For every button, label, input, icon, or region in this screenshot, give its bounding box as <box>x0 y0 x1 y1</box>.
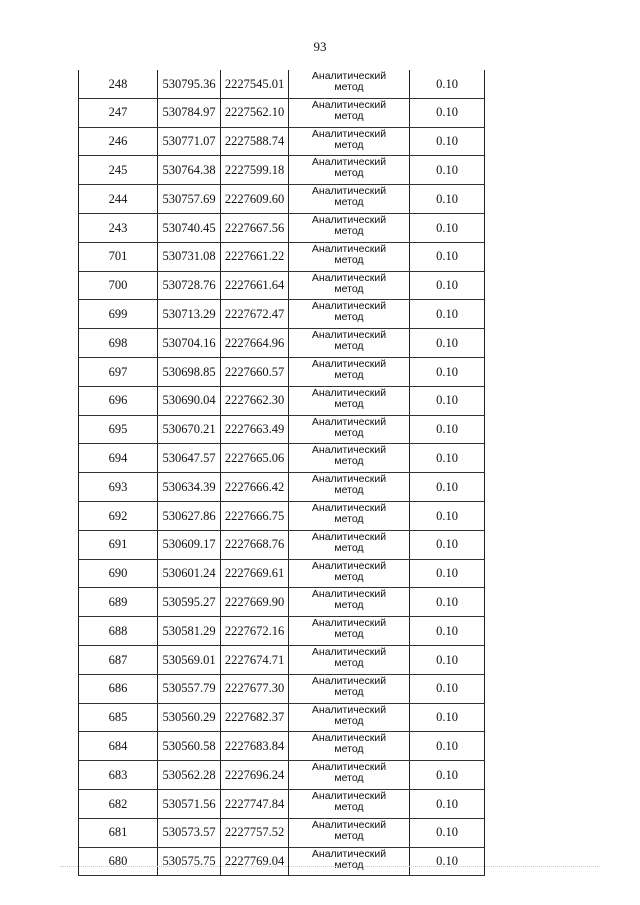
method-line-1: Аналитический <box>311 329 387 342</box>
y-coordinate-cell: 2227599.18 <box>221 156 289 185</box>
x-coordinate-cell: 530571.56 <box>158 789 221 818</box>
y-coordinate-cell: 2227666.75 <box>221 501 289 530</box>
point-number-cell: 248 <box>79 70 158 98</box>
accuracy-cell: 0.10 <box>410 732 485 761</box>
method-line-1: Аналитический <box>311 761 387 774</box>
point-number-cell: 687 <box>79 645 158 674</box>
table-row <box>79 127 485 156</box>
y-coordinate-cell: 2227668.76 <box>221 530 289 559</box>
method-line-2: метод <box>334 656 364 669</box>
accuracy-cell: 0.10 <box>410 818 485 847</box>
x-coordinate-cell: 530573.57 <box>158 818 221 847</box>
x-coordinate-cell: 530557.79 <box>158 674 221 703</box>
coordinates-table-body <box>79 70 485 876</box>
method-cell <box>289 156 410 185</box>
table-row <box>79 242 485 271</box>
table-row <box>79 185 485 214</box>
x-coordinate-cell: 530757.69 <box>158 185 221 214</box>
point-number-cell: 681 <box>79 818 158 847</box>
point-number-cell: 701 <box>79 242 158 271</box>
method-line-2: метод <box>334 167 364 180</box>
method-line-2: метод <box>334 368 364 381</box>
y-coordinate-cell: 2227669.61 <box>221 559 289 588</box>
table-row <box>79 761 485 790</box>
point-number-cell: 685 <box>79 703 158 732</box>
method-line-1: Аналитический <box>311 242 387 255</box>
y-coordinate-cell: 2227545.01 <box>221 70 289 98</box>
method-line-2: метод <box>334 81 364 93</box>
method-cell <box>289 271 410 300</box>
method-line-1: Аналитический <box>311 156 387 169</box>
point-number-cell: 684 <box>79 732 158 761</box>
accuracy-cell: 0.10 <box>410 501 485 530</box>
y-coordinate-cell: 2227663.49 <box>221 415 289 444</box>
method-line-1: Аналитический <box>311 847 387 860</box>
table-row <box>79 588 485 617</box>
accuracy-cell: 0.10 <box>410 300 485 329</box>
point-number-cell: 680 <box>79 847 158 876</box>
method-line-2: метод <box>334 138 364 151</box>
point-number-cell: 688 <box>79 617 158 646</box>
accuracy-cell: 0.10 <box>410 329 485 358</box>
method-cell <box>289 818 410 847</box>
table-row <box>79 530 485 559</box>
method-line-1: Аналитический <box>311 818 387 831</box>
method-line-2: метод <box>334 599 364 612</box>
method-cell <box>289 185 410 214</box>
y-coordinate-cell: 2227677.30 <box>221 674 289 703</box>
y-coordinate-cell: 2227662.30 <box>221 386 289 415</box>
method-cell <box>289 789 410 818</box>
accuracy-cell: 0.10 <box>410 185 485 214</box>
point-number-cell: 697 <box>79 357 158 386</box>
y-coordinate-cell: 2227669.90 <box>221 588 289 617</box>
point-number-cell: 683 <box>79 761 158 790</box>
method-cell <box>289 847 410 876</box>
method-line-1: Аналитический <box>311 501 387 514</box>
point-number-cell: 243 <box>79 213 158 242</box>
method-line-2: метод <box>334 109 364 122</box>
accuracy-cell: 0.10 <box>410 473 485 502</box>
method-line-1: Аналитический <box>311 70 387 82</box>
point-number-cell: 686 <box>79 674 158 703</box>
y-coordinate-cell: 2227682.37 <box>221 703 289 732</box>
x-coordinate-cell: 530713.29 <box>158 300 221 329</box>
method-line-1: Аналитический <box>311 386 387 399</box>
table-row <box>79 70 485 98</box>
x-coordinate-cell: 530704.16 <box>158 329 221 358</box>
x-coordinate-cell: 530764.38 <box>158 156 221 185</box>
point-number-cell: 696 <box>79 386 158 415</box>
table-row <box>79 789 485 818</box>
table-row <box>79 300 485 329</box>
table-row <box>79 415 485 444</box>
method-line-1: Аналитический <box>311 588 387 601</box>
method-cell <box>289 213 410 242</box>
table-row <box>79 703 485 732</box>
x-coordinate-cell: 530595.27 <box>158 588 221 617</box>
accuracy-cell: 0.10 <box>410 242 485 271</box>
method-line-1: Аналитический <box>311 357 387 370</box>
y-coordinate-cell: 2227667.56 <box>221 213 289 242</box>
method-cell <box>289 242 410 271</box>
accuracy-cell: 0.10 <box>410 70 485 98</box>
method-line-2: метод <box>334 196 364 209</box>
x-coordinate-cell: 530670.21 <box>158 415 221 444</box>
method-cell <box>289 300 410 329</box>
point-number-cell: 689 <box>79 588 158 617</box>
method-line-2: метод <box>334 714 364 727</box>
method-cell <box>289 617 410 646</box>
method-line-2: метод <box>334 282 364 295</box>
point-number-cell: 692 <box>79 501 158 530</box>
method-line-1: Аналитический <box>311 789 387 802</box>
point-number-cell: 247 <box>79 98 158 127</box>
method-cell <box>289 357 410 386</box>
method-cell <box>289 415 410 444</box>
method-cell <box>289 329 410 358</box>
x-coordinate-cell: 530627.86 <box>158 501 221 530</box>
accuracy-cell: 0.10 <box>410 588 485 617</box>
method-cell <box>289 127 410 156</box>
method-cell <box>289 645 410 674</box>
method-cell <box>289 444 410 473</box>
accuracy-cell: 0.10 <box>410 530 485 559</box>
method-cell <box>289 98 410 127</box>
table-row <box>79 386 485 415</box>
y-coordinate-cell: 2227665.06 <box>221 444 289 473</box>
point-number-cell: 690 <box>79 559 158 588</box>
method-cell <box>289 732 410 761</box>
y-coordinate-cell: 2227609.60 <box>221 185 289 214</box>
method-line-1: Аналитический <box>311 530 387 543</box>
method-line-1: Аналитический <box>311 559 387 572</box>
x-coordinate-cell: 530647.57 <box>158 444 221 473</box>
method-line-1: Аналитический <box>311 617 387 630</box>
method-line-2: метод <box>334 484 364 497</box>
table-row <box>79 645 485 674</box>
method-line-1: Аналитический <box>311 732 387 745</box>
point-number-cell: 244 <box>79 185 158 214</box>
method-line-1: Аналитический <box>311 473 387 486</box>
y-coordinate-cell: 2227664.96 <box>221 329 289 358</box>
method-cell <box>289 703 410 732</box>
method-cell <box>289 530 410 559</box>
point-number-cell: 246 <box>79 127 158 156</box>
method-cell <box>289 473 410 502</box>
table-row <box>79 818 485 847</box>
method-cell <box>289 501 410 530</box>
y-coordinate-cell: 2227747.84 <box>221 789 289 818</box>
table-row <box>79 329 485 358</box>
method-line-1: Аналитический <box>311 300 387 313</box>
method-line-2: метод <box>334 772 364 785</box>
method-line-2: метод <box>334 253 364 266</box>
table-row <box>79 473 485 502</box>
accuracy-cell: 0.10 <box>410 357 485 386</box>
table-row <box>79 98 485 127</box>
method-line-2: метод <box>334 743 364 756</box>
accuracy-cell: 0.10 <box>410 674 485 703</box>
x-coordinate-cell: 530634.39 <box>158 473 221 502</box>
x-coordinate-cell: 530728.76 <box>158 271 221 300</box>
method-line-1: Аналитический <box>311 271 387 284</box>
method-cell <box>289 761 410 790</box>
accuracy-cell: 0.10 <box>410 645 485 674</box>
method-line-2: метод <box>334 800 364 813</box>
method-line-1: Аналитический <box>311 444 387 457</box>
method-line-2: метод <box>334 512 364 525</box>
point-number-cell: 682 <box>79 789 158 818</box>
x-coordinate-cell: 530560.29 <box>158 703 221 732</box>
method-line-2: метод <box>334 829 364 842</box>
table-row <box>79 559 485 588</box>
scan-artifact-line <box>60 866 600 870</box>
y-coordinate-cell: 2227666.42 <box>221 473 289 502</box>
x-coordinate-cell: 530698.85 <box>158 357 221 386</box>
method-line-2: метод <box>334 455 364 468</box>
table-row <box>79 732 485 761</box>
table-row <box>79 357 485 386</box>
y-coordinate-cell: 2227661.22 <box>221 242 289 271</box>
table-row <box>79 617 485 646</box>
method-cell <box>289 559 410 588</box>
method-line-2: метод <box>334 224 364 237</box>
y-coordinate-cell: 2227769.04 <box>221 847 289 876</box>
accuracy-cell: 0.10 <box>410 847 485 876</box>
table-row <box>79 847 485 876</box>
x-coordinate-cell: 530771.07 <box>158 127 221 156</box>
method-line-2: метод <box>334 340 364 353</box>
method-line-1: Аналитический <box>311 703 387 716</box>
x-coordinate-cell: 530690.04 <box>158 386 221 415</box>
method-line-1: Аналитический <box>311 127 387 140</box>
method-cell <box>289 70 410 98</box>
point-number-cell: 693 <box>79 473 158 502</box>
method-line-1: Аналитический <box>311 674 387 687</box>
accuracy-cell: 0.10 <box>410 761 485 790</box>
accuracy-cell: 0.10 <box>410 156 485 185</box>
accuracy-cell: 0.10 <box>410 386 485 415</box>
accuracy-cell: 0.10 <box>410 415 485 444</box>
x-coordinate-cell: 530575.75 <box>158 847 221 876</box>
point-number-cell: 245 <box>79 156 158 185</box>
method-line-2: метод <box>334 397 364 410</box>
method-line-1: Аналитический <box>311 185 387 198</box>
method-line-1: Аналитический <box>311 98 387 111</box>
y-coordinate-cell: 2227562.10 <box>221 98 289 127</box>
x-coordinate-cell: 530560.58 <box>158 732 221 761</box>
accuracy-cell: 0.10 <box>410 617 485 646</box>
y-coordinate-cell: 2227660.57 <box>221 357 289 386</box>
method-line-1: Аналитический <box>311 645 387 658</box>
method-cell <box>289 386 410 415</box>
method-line-2: метод <box>334 628 364 641</box>
point-number-cell: 695 <box>79 415 158 444</box>
point-number-cell: 699 <box>79 300 158 329</box>
page-number: 93 <box>313 39 327 54</box>
table-row <box>79 444 485 473</box>
method-cell <box>289 674 410 703</box>
table-row <box>79 501 485 530</box>
x-coordinate-cell: 530784.97 <box>158 98 221 127</box>
table-row <box>79 271 485 300</box>
y-coordinate-cell: 2227757.52 <box>221 818 289 847</box>
method-line-1: Аналитический <box>311 415 387 428</box>
y-coordinate-cell: 2227683.84 <box>221 732 289 761</box>
accuracy-cell: 0.10 <box>410 559 485 588</box>
x-coordinate-cell: 530562.28 <box>158 761 221 790</box>
accuracy-cell: 0.10 <box>410 703 485 732</box>
method-line-2: метод <box>334 685 364 698</box>
x-coordinate-cell: 530740.45 <box>158 213 221 242</box>
y-coordinate-cell: 2227672.47 <box>221 300 289 329</box>
table-row <box>79 674 485 703</box>
accuracy-cell: 0.10 <box>410 127 485 156</box>
accuracy-cell: 0.10 <box>410 789 485 818</box>
y-coordinate-cell: 2227672.16 <box>221 617 289 646</box>
method-line-2: метод <box>334 311 364 324</box>
accuracy-cell: 0.10 <box>410 271 485 300</box>
x-coordinate-cell: 530601.24 <box>158 559 221 588</box>
y-coordinate-cell: 2227696.24 <box>221 761 289 790</box>
table-row <box>79 156 485 185</box>
y-coordinate-cell: 2227588.74 <box>221 127 289 156</box>
method-cell <box>289 588 410 617</box>
point-number-cell: 694 <box>79 444 158 473</box>
method-line-1: Аналитический <box>311 213 387 226</box>
method-line-2: метод <box>334 426 364 439</box>
point-number-cell: 698 <box>79 329 158 358</box>
method-line-2: метод <box>334 541 364 554</box>
x-coordinate-cell: 530609.17 <box>158 530 221 559</box>
table-row <box>79 213 485 242</box>
coordinates-table <box>78 70 485 876</box>
method-line-2: метод <box>334 858 364 871</box>
x-coordinate-cell: 530795.36 <box>158 70 221 98</box>
x-coordinate-cell: 530581.29 <box>158 617 221 646</box>
x-coordinate-cell: 530569.01 <box>158 645 221 674</box>
y-coordinate-cell: 2227661.64 <box>221 271 289 300</box>
method-line-2: метод <box>334 570 364 583</box>
point-number-cell: 691 <box>79 530 158 559</box>
accuracy-cell: 0.10 <box>410 213 485 242</box>
point-number-cell: 700 <box>79 271 158 300</box>
accuracy-cell: 0.10 <box>410 98 485 127</box>
x-coordinate-cell: 530731.08 <box>158 242 221 271</box>
y-coordinate-cell: 2227674.71 <box>221 645 289 674</box>
accuracy-cell: 0.10 <box>410 444 485 473</box>
